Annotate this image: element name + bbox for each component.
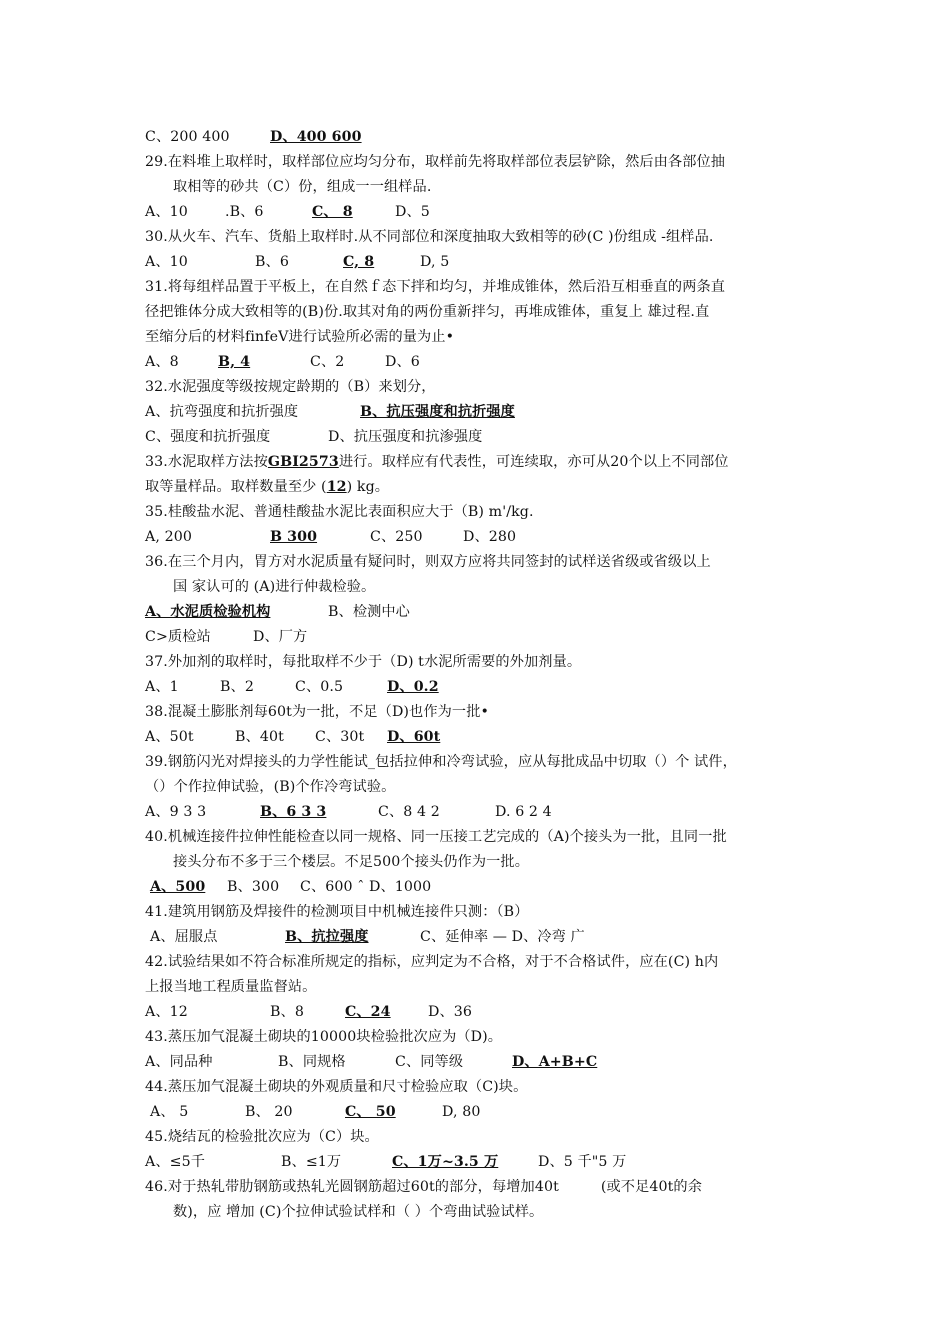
question-44: 44.蒸压加气混凝土砌块的外观质量和尺寸检验应取（C)块。 <box>145 1079 528 1095</box>
option-a: A、1 <box>145 679 179 695</box>
option-d-answer: D、60t <box>387 729 441 745</box>
question-31-cont2: 至缩分后的材料finfeV进行试验所必需的量为止• <box>145 329 455 345</box>
option-b-answer: B、6 3 3 <box>260 804 327 820</box>
option-cd: C、600 ˆ D、1000 <box>300 879 432 895</box>
question-32: 32.水泥强度等级按规定龄期的（B）来划分， <box>145 379 436 395</box>
option-c: C、2 <box>310 354 345 370</box>
option-d: D、5 <box>395 204 430 220</box>
option-a-answer: A、500 <box>150 879 206 895</box>
question-39: 39.钢筋闪光对焊接头的力学性能试_包括拉伸和冷弯试验，应从每批成品中切取（）个 试件， <box>145 754 737 770</box>
option-d: D、280 <box>463 529 517 545</box>
question-33-post: 进行。取样应有代表性，可连续取，亦可从20个以上不同部位 <box>338 454 729 470</box>
option-a: A、同品种 <box>145 1054 213 1070</box>
question-40-cont: 接头分布不多于三个楼层。不足500个接头仍作为一批。 <box>173 854 529 870</box>
question-42: 42.试验结果如不符合标准所规定的指标，应判定为不合格，对于不合格试件，应在(C) h内 <box>145 954 719 970</box>
question-45: 45.烧结瓦的检验批次应为（C）块。 <box>145 1129 379 1145</box>
option-cd: C、延伸率 — D、冷弯 广 <box>420 929 585 945</box>
option-b-answer: B、抗压强度和抗折强度 <box>360 404 515 420</box>
question-43: 43.蒸压加气混凝土砌块的10000块检验批次应为（D)。 <box>145 1029 503 1045</box>
option-d-answer: D、400 600 <box>270 129 362 145</box>
option-d: D、抗压强度和抗渗强度 <box>328 429 483 445</box>
question-46-post: (或不足40t的余 <box>600 1179 703 1195</box>
option-a: A、10 <box>145 254 188 270</box>
option-a: A、9 3 3 <box>145 804 207 820</box>
option-a: A、≤5千 <box>145 1154 206 1170</box>
option-b: B、6 <box>255 254 289 270</box>
option-b: B、2 <box>220 679 254 695</box>
question-46-pre: 46.对于热轧带肋钢筋或热轧光圆钢筋超过60t的部分，每增加40t <box>145 1179 559 1195</box>
option-d: D、5 千"5 万 <box>538 1154 627 1170</box>
option-c: C、0.5 <box>295 679 344 695</box>
question-33-cont <box>145 477 389 497</box>
option-d: D、厂方 <box>253 629 308 645</box>
option-d: D. 6 2 4 <box>495 804 552 820</box>
question-29-cont: 取相等的砂共（C）份，组成一一组样品. <box>173 179 432 195</box>
option-b: B、 20 <box>245 1104 293 1120</box>
question-33-pre: 33.水泥取样方法按 <box>145 454 268 470</box>
question-31: 31.将每组样品置于平板上，在自然ｆ态下拌和均匀，并堆成锥体，然后沿互相垂直的两条直 <box>145 279 726 295</box>
option-b-answer: B、抗拉强度 <box>285 929 369 945</box>
option-a: A、8 <box>145 354 179 370</box>
option-a: A、12 <box>145 1004 188 1020</box>
option-b: B、40t <box>235 729 284 745</box>
option-c-answer: C、24 <box>345 1004 391 1020</box>
option-a: A、50t <box>145 729 194 745</box>
option-d: D, 80 <box>442 1104 481 1120</box>
standard-code: GBI2573 <box>267 454 339 470</box>
option-c: C、同等级 <box>395 1054 464 1070</box>
option-c-answer: C, 8 <box>343 254 375 270</box>
option-d: D、36 <box>428 1004 473 1020</box>
option-c: C>质检站 <box>145 629 211 645</box>
question-46 <box>145 1177 702 1197</box>
option-b-answer: B 300 <box>270 529 318 545</box>
option-b: B、检测中心 <box>328 604 410 620</box>
option-d-answer: D、A+B+C <box>512 1054 598 1070</box>
question-33-cont-pre: 取等量样品。取样数量至少 ( <box>145 479 327 495</box>
option-b: B、8 <box>270 1004 304 1020</box>
question-33-cont-post: ) kg。 <box>346 479 390 495</box>
question-46-cont: 数)，应 增加 (C)个拉伸试验试样和（ ）个弯曲试验试样。 <box>173 1204 544 1220</box>
option-a: A, 200 <box>145 529 192 545</box>
option-a: A、屈服点 <box>150 929 218 945</box>
option-b: B、同规格 <box>278 1054 346 1070</box>
question-37: 37.外加剂的取样时，每批取样不少于（D) t水泥所需要的外加剂量。 <box>145 654 582 670</box>
option-a-answer: A、水泥质检验机构 <box>145 604 271 620</box>
question-31-cont: 径把锥体分成大致相等的(B)份.取其对角的两份重新拌匀，再堆成锥体，重复上 雄过程.直 <box>145 304 710 320</box>
question-36-cont: 国 家认可的 (A)进行仲裁检验。 <box>173 579 376 595</box>
sample-quantity: 12 <box>326 479 347 495</box>
question-30: 30.从火车、汽车、货船上取样时.从不同部位和深度抽取大致相等的砂(C )份组成 -组样品. <box>145 229 714 245</box>
option-b: .B、6 <box>225 204 264 220</box>
question-29: 29.在料堆上取样时，取样部位应均匀分布，取样前先将取样部位表层铲除，然后由各部位抽 <box>145 154 726 170</box>
option-d: D, 5 <box>420 254 450 270</box>
option-c: C、250 <box>370 529 423 545</box>
option-b-answer: B, 4 <box>218 354 251 370</box>
question-38: 38.混凝土膨胀剂每60t为一批，不足（D)也作为一批• <box>145 704 489 720</box>
option-c: C、强度和抗折强度 <box>145 429 271 445</box>
option-d-answer: D、0.2 <box>387 679 439 695</box>
option-b: B、300 <box>227 879 280 895</box>
question-33 <box>145 452 729 472</box>
option-c-answer: C、1万~3.5 万 <box>392 1154 499 1170</box>
option-c: C、30t <box>315 729 365 745</box>
question-40: 40.机械连接件拉伸性能检查以同一规格、同一压接工艺完成的（A)个接头为一批，且同一批 <box>145 829 727 845</box>
option-a: A、10 <box>145 204 188 220</box>
option-c-answer: C、 50 <box>345 1104 396 1120</box>
option-a: A、 5 <box>150 1104 189 1120</box>
option-b: B、≤1万 <box>281 1154 342 1170</box>
option-a: A、抗弯强度和抗折强度 <box>145 404 299 420</box>
option-c-answer: C、 8 <box>312 204 353 220</box>
question-35: 35.桂酸盐水泥、普通桂酸盐水泥比表面积应大于（B) m'/kg. <box>145 504 534 520</box>
option-c: C、200 400 <box>145 129 230 145</box>
question-36: 36.在三个月内，胃方对水泥质量有疑问时，则双方应将共同签封的试样送省级或省级以上 <box>145 554 711 570</box>
option-d: D、6 <box>385 354 420 370</box>
question-39-cont: （）个作拉伸试验，(B)个作冷弯试验。 <box>145 779 396 795</box>
option-c: C、8 4 2 <box>378 804 440 820</box>
question-42-cont: 上报当地工程质量监督站。 <box>145 979 317 995</box>
question-41: 41.建筑用钢筋及焊接件的检测项目中机械连接件只测：（B） <box>145 904 529 920</box>
